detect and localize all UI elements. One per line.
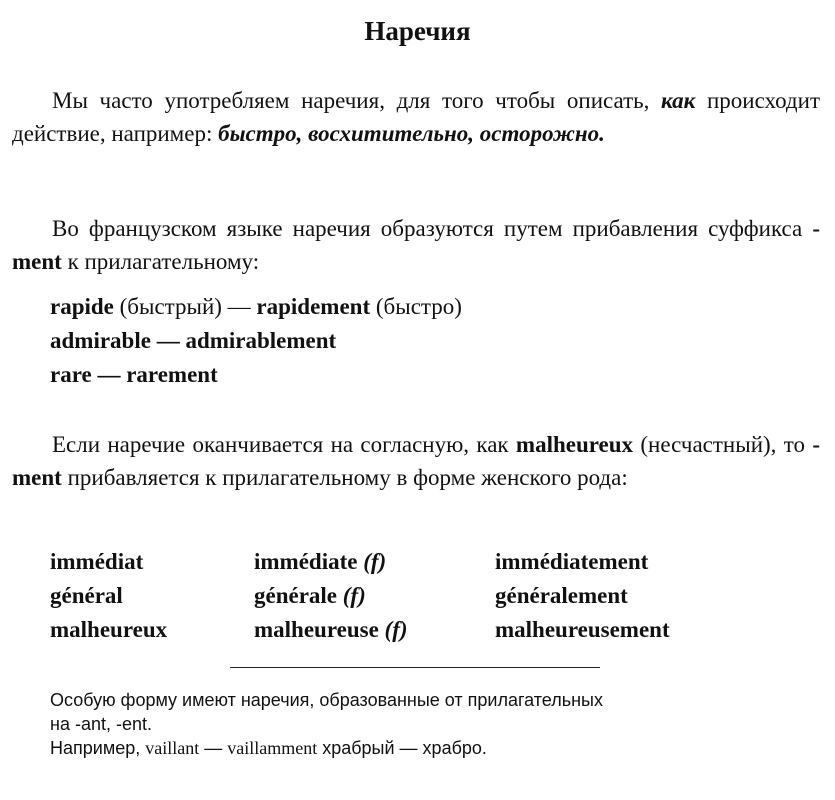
page-title: Наречия (364, 16, 471, 46)
feminine-form: malheureuse (254, 617, 379, 642)
divider (230, 667, 600, 668)
note-dash: — (199, 738, 228, 758)
p1-examples: быстро, восхитительно, осторожно. (218, 121, 605, 146)
adverb-form: malheureusement (495, 617, 670, 642)
example-separator: — (91, 362, 127, 387)
p1-text-before: Мы часто употребляем наречия, для того чтобы описать, (52, 88, 662, 113)
note-suffix: храбрый — храбро. (317, 738, 487, 758)
example-row (50, 324, 462, 358)
p3-word: malheureux (515, 432, 634, 457)
p3-suffix: -ment (12, 432, 820, 490)
note-line-2: на -ant, -ent. (50, 714, 152, 734)
example-adjective: rare (50, 362, 92, 387)
note-prefix: Например, (50, 738, 146, 758)
feminine-form: immédiate (254, 549, 358, 574)
masculine-form: malheureux (50, 617, 168, 642)
p1-text-mid: происходит действие, например: (12, 88, 820, 146)
note-line-3 (50, 736, 790, 760)
p3-text-before: Если наречие оканчивается на согласную, как (52, 432, 516, 457)
feminine-marker: (f) (363, 549, 387, 574)
note-example-adverb: vaillamment (227, 738, 318, 758)
example-row (50, 290, 462, 324)
feminine-form-cell (254, 613, 408, 647)
example-adverb: admirablement (185, 328, 337, 353)
feminine-marker: (f) (342, 583, 366, 608)
p2-text-after: к прилагательному: (61, 249, 260, 274)
feminine-form: générale (254, 583, 338, 608)
p2-suffix: -ment (12, 216, 820, 274)
masculine-form: immédiat (50, 549, 144, 574)
paragraph-adverb-intro (12, 84, 820, 150)
feminine-marker: (f) (384, 617, 408, 642)
p3-text-after: прибавляется к прилагательному в форме женского рода: (61, 465, 628, 490)
adverb-form: généralement (495, 583, 628, 608)
example-adverb: rapidement (256, 294, 371, 319)
feminine-form-cell (254, 545, 386, 579)
examples-list (50, 290, 462, 392)
example-row (50, 358, 462, 392)
adverb-form: immédiatement (495, 549, 649, 574)
p3-text-mid: (несчастный), то (633, 432, 813, 457)
p1-emph-how: как (661, 88, 696, 113)
masculine-form: général (50, 583, 123, 608)
example-separator: — (221, 294, 257, 319)
example-adjective-translation: (быстрый) (113, 294, 222, 319)
paragraph-suffix-rule (12, 212, 820, 278)
example-adjective: rapide (50, 294, 114, 319)
example-adverb: rarement (126, 362, 218, 387)
p2-text-before: Во французском языке наречия образуются путем прибавления суффикса (52, 216, 813, 241)
example-adverb-translation: (быстро) (370, 294, 462, 319)
footnote (50, 688, 790, 760)
example-adjective: admirable (50, 328, 151, 353)
note-example-adjective: vaillant (145, 738, 200, 758)
feminine-form-cell (254, 579, 366, 613)
example-separator: — (150, 328, 186, 353)
paragraph-feminine-rule (12, 428, 820, 494)
note-line-1: Особую форму имеют наречия, образованные от прилагательных (50, 690, 603, 710)
